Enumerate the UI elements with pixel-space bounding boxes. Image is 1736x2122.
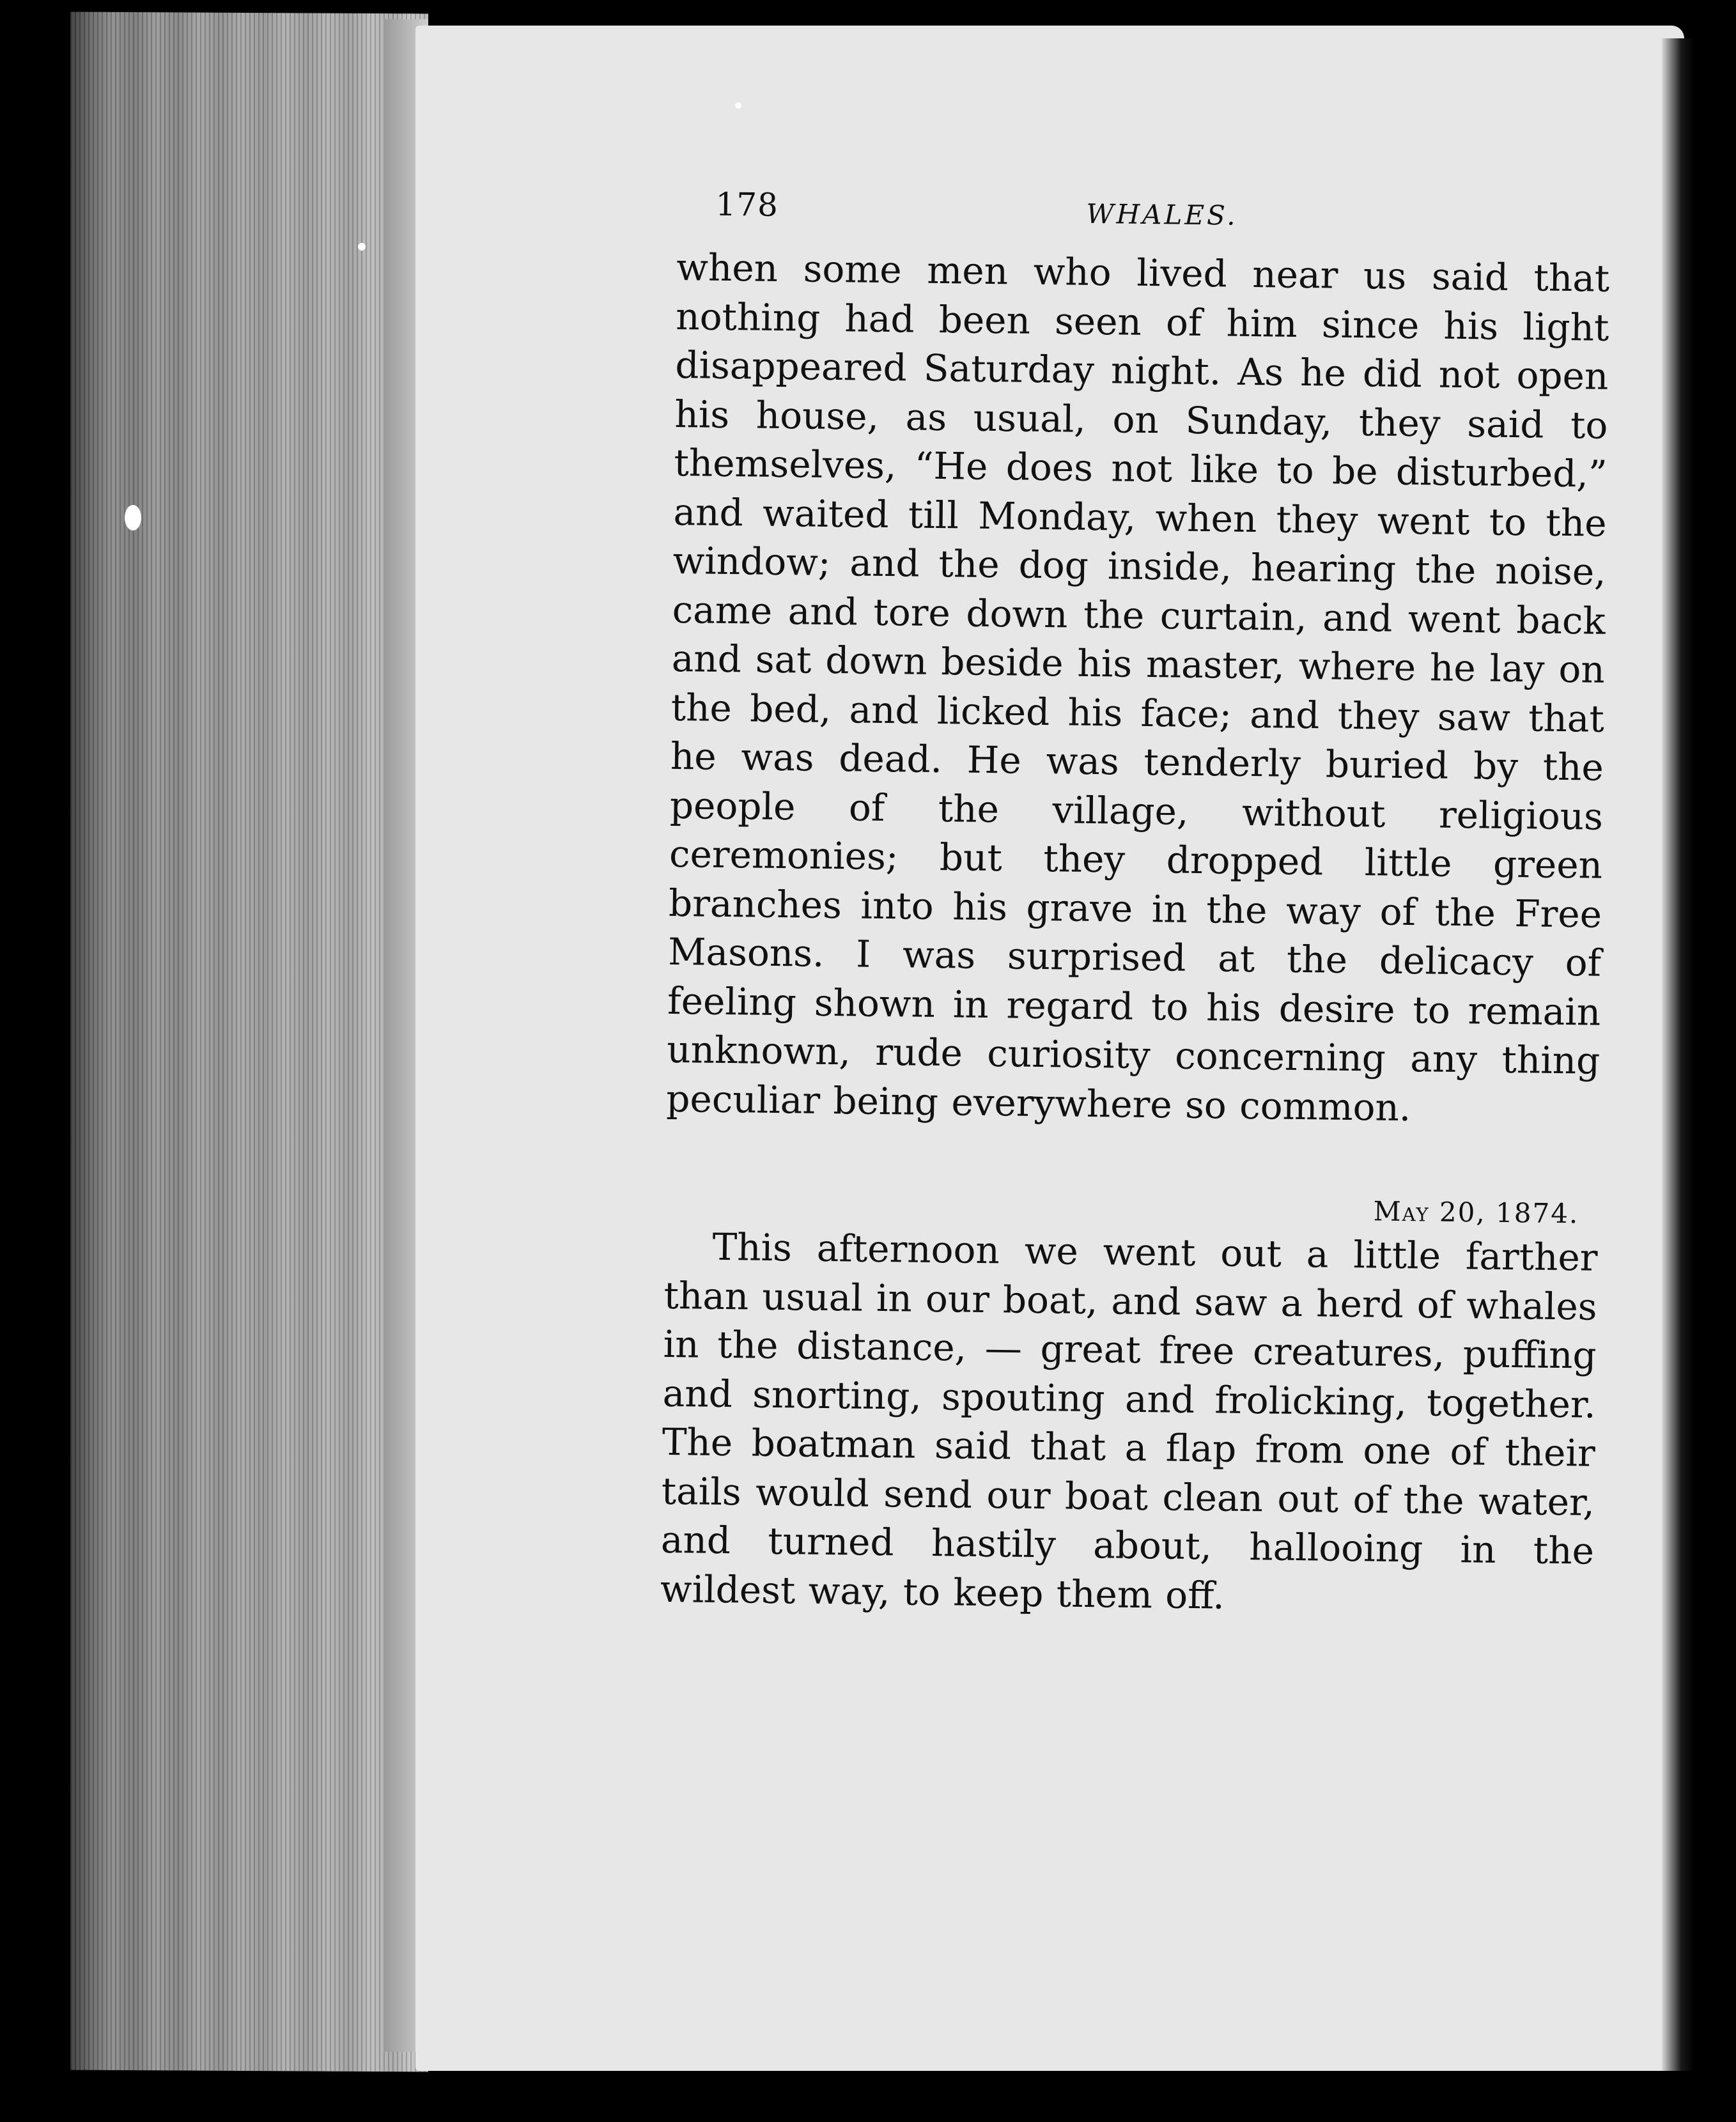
dust-speck: [358, 243, 366, 251]
dateline-month: May: [1373, 1195, 1430, 1228]
page-text: [660, 179, 1611, 1625]
running-head: [677, 179, 1611, 248]
page-edges: [70, 12, 428, 2072]
running-title: WHALES.: [1086, 197, 1238, 231]
dust-speck: [125, 505, 141, 530]
dateline: [665, 1187, 1579, 1229]
dateline-date: 20, 1874.: [1439, 1196, 1579, 1230]
paragraph: This afternoon we went out a little farther than usual in our boat, and saw a herd of whales in the distance, — great free creatures, puffing and snorting, spouting and frolicking, together. The boatman said that a flap from one of their tails would send our boat clean out of the water, and turned hastily about, hallooing in the wildest way, to keep them off.: [660, 1225, 1598, 1618]
page-number: 178: [715, 185, 779, 224]
dust-speck: [735, 102, 741, 109]
page-right-edge: [1662, 38, 1694, 2071]
paragraph: when some men who lived near us said that nothing had been seen of him since his light disappeared Saturday night. As he did not open his house, as usual, on Sunday, they said to themselves, “He does not like to be disturbed,” and waited till Monday, when they went to the window; and the dog inside, hearing the noise, came and tore down the curtain, and went back and sat down beside his master, where he lay on the bed, and licked his face; and they saw that he was dead. He was tenderly buried by the people of the village, without religious ceremonies; but they dropped little green branches into his grave in the way of the Free Masons. I was surprised at the delicacy of feeling shown in regard to his desire to remain unknown, rude curiosity concerning any thing peculiar being everywhere so common.: [666, 245, 1610, 1129]
